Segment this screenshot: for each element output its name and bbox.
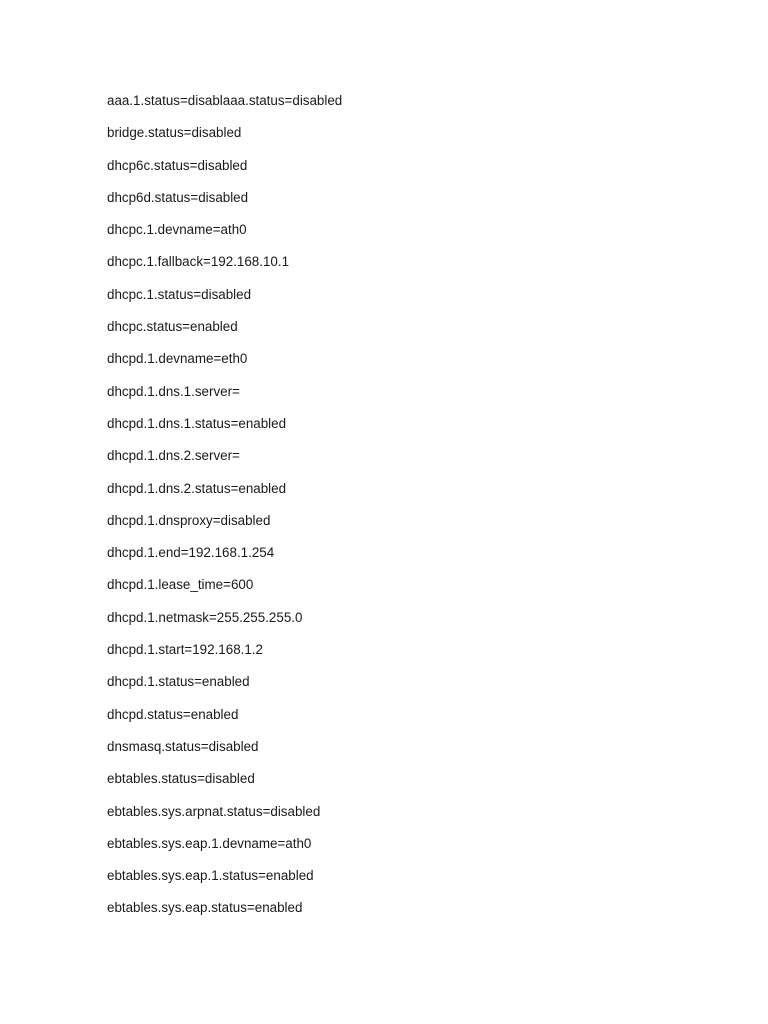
config-line: dhcp6c.status=disabled <box>107 157 248 173</box>
config-line: ebtables.sys.eap.status=enabled <box>107 900 303 916</box>
config-line: dhcpd.1.dns.1.status=enabled <box>107 415 287 431</box>
config-line: dhcpd.1.dns.2.status=enabled <box>107 480 287 496</box>
config-line: ebtables.sys.eap.1.devname=ath0 <box>107 835 312 851</box>
config-line: dhcpd.1.netmask=255.255.255.0 <box>107 609 303 625</box>
config-list <box>107 91 342 931</box>
config-line: ebtables.sys.arpnat.status=disabled <box>107 803 321 819</box>
config-line: dhcpc.status=enabled <box>107 319 238 335</box>
config-line: dnsmasq.status=disabled <box>107 738 259 754</box>
config-line: dhcpd.1.dns.1.server= <box>107 383 240 399</box>
config-line: bridge.status=disabled <box>107 125 242 141</box>
config-line: dhcpc.1.fallback=192.168.10.1 <box>107 254 290 270</box>
config-line: dhcpd.1.end=192.168.1.254 <box>107 545 275 561</box>
config-line: dhcpd.1.dns.2.server= <box>107 448 240 464</box>
config-line: ebtables.sys.eap.1.status=enabled <box>107 868 314 884</box>
config-line: dhcpc.1.status=disabled <box>107 286 252 302</box>
config-line: dhcpd.1.lease_time=600 <box>107 577 254 593</box>
config-line: dhcpd.1.status=enabled <box>107 674 250 690</box>
config-line: dhcpd.status=enabled <box>107 706 239 722</box>
config-line: ebtables.status=disabled <box>107 771 255 787</box>
config-line: dhcpd.1.start=192.168.1.2 <box>107 642 263 658</box>
config-line: dhcpc.1.devname=ath0 <box>107 222 247 238</box>
config-line: aaa.1.status=disablaaa.status=disabled <box>107 93 343 108</box>
config-line: dhcp6d.status=disabled <box>107 189 249 205</box>
config-line: dhcpd.1.dnsproxy=disabled <box>107 512 271 528</box>
config-line: dhcpd.1.devname=eth0 <box>107 351 248 367</box>
